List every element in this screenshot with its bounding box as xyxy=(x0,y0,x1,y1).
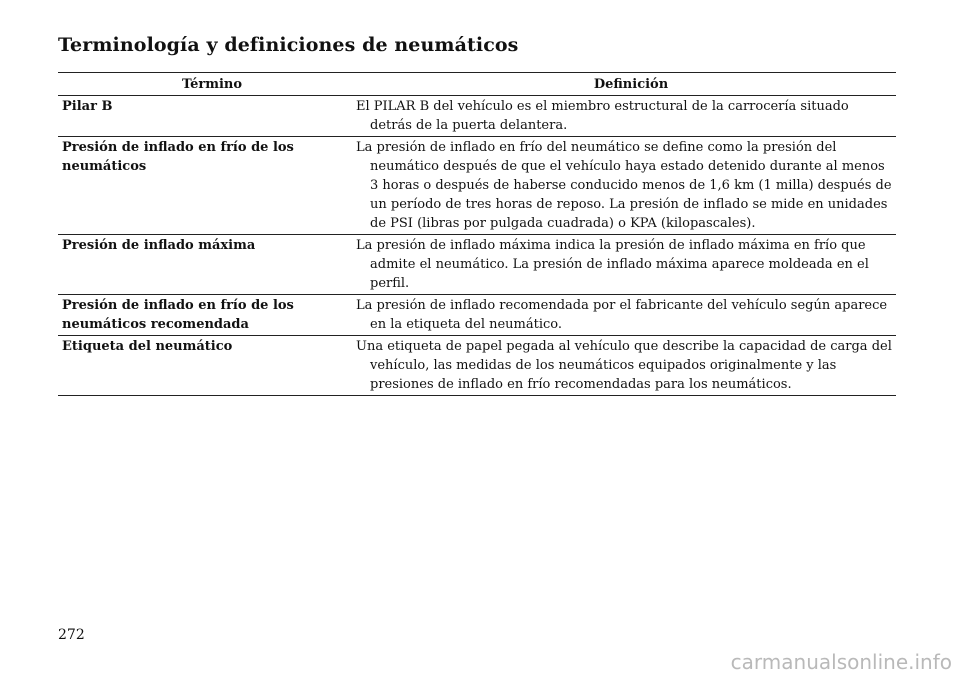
term-cell: Etiqueta del neumático xyxy=(58,336,366,396)
term-cell: Pilar B xyxy=(58,96,366,137)
page-title: Terminología y definiciones de neumáticos xyxy=(58,34,519,56)
header-term: Término xyxy=(58,73,366,96)
definition-cell: La presión de inflado en frío del neumático se define como la presión del neumático después de que el vehículo haya estado detenido durante al menos 3 horas o después de haberse conducido menos de 1,6 km (1 milla) después de un período de tres horas de reposo. La presión de inflado se mide en unidades de PSI (libras por pulgada cuadrada) o KPA (kilopascales). xyxy=(366,137,896,235)
definition-cell: Una etiqueta de papel pegada al vehículo que describe la capacidad de carga del vehículo, las medidas de los neumáticos equipados originalmente y las presiones de inflado en frío recomendadas para los neumáticos. xyxy=(366,336,896,396)
header-definition: Definición xyxy=(366,73,896,96)
terminology-table xyxy=(58,72,896,396)
definition-cell: El PILAR B del vehículo es el miembro estructural de la carrocería situado detrás de la puerta delantera. xyxy=(366,96,896,137)
definition-cell: La presión de inflado máxima indica la presión de inflado máxima en frío que admite el neumático. La presión de inflado máxima aparece moldeada en el perfil. xyxy=(366,235,896,295)
table-row xyxy=(58,137,896,235)
table-header-row xyxy=(58,73,896,96)
definition-cell: La presión de inflado recomendada por el fabricante del vehículo según aparece en la etiqueta del neumático. xyxy=(366,295,896,336)
term-cell: Presión de inflado máxima xyxy=(58,235,366,295)
page-number: 272 xyxy=(58,627,85,643)
table-row xyxy=(58,235,896,295)
watermark: carmanualsonline.info xyxy=(730,650,952,674)
table-row xyxy=(58,336,896,396)
table-row xyxy=(58,295,896,336)
table-row xyxy=(58,96,896,137)
term-cell: Presión de inflado en frío de los neumáticos xyxy=(58,137,366,235)
term-cell: Presión de inflado en frío de los neumáticos recomendada xyxy=(58,295,366,336)
